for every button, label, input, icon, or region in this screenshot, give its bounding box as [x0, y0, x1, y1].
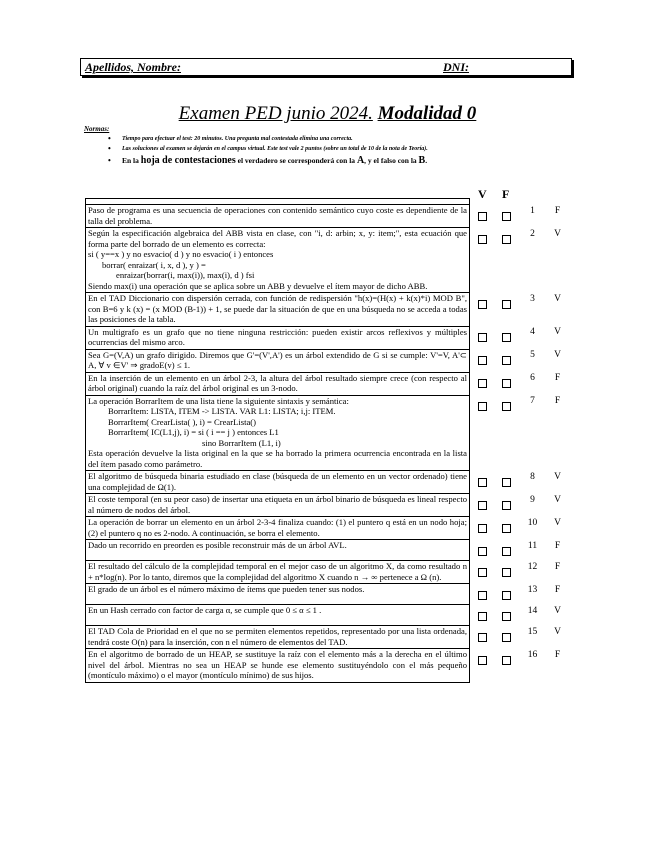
false-checkbox[interactable]	[502, 568, 511, 577]
question-row	[86, 517, 569, 540]
dni-label: DNI:	[443, 60, 469, 74]
false-checkbox[interactable]	[502, 300, 511, 309]
rule-item-answer-sheet	[108, 154, 568, 168]
false-checkbox[interactable]	[502, 478, 511, 487]
question-row	[86, 471, 569, 494]
question-row	[86, 395, 569, 471]
question-text: En el algoritmo de borrado de un HEAP, se sustituye la raíz con el elemento más a la derecha en el último nivel del árbol. Mientras no sea un HEAP se hunde ese elemento sustituyéndolo con el más pequeño (montículo máximo) o el mayor (montículo mínimo) de sus hijos.	[86, 649, 470, 683]
rule-mid: el verdadero se corresponderá con la	[235, 156, 357, 165]
true-checkbox[interactable]	[478, 379, 487, 388]
true-checkbox[interactable]	[478, 612, 487, 621]
question-text: En el TAD Diccionario con dispersión cerrada, con función de redispersión "h(x)=(H(x) + k(x)*i) MOD B", con B=6 y k (x) = (x MOD (B-1)) + 1, se puede dar la situación de que en una búsqueda no se acceda a todas las posiciones de la tabla.	[86, 293, 470, 327]
question-text: La operación de borrar un elemento en un árbol 2-3-4 finaliza cuando: (1) el puntero q está en un nodo hoja; (2) el puntero q no es 2-nodo. A continuación, se borra el elemento.	[86, 517, 470, 540]
false-checkbox[interactable]	[502, 633, 511, 642]
true-checkbox[interactable]	[478, 656, 487, 665]
exam-title-main: Examen PED junio 2024.	[178, 103, 373, 124]
answer-key: F	[554, 561, 561, 572]
question-text: Dado un recorrido en preorden es posible reconstruir más de un árbol AVL.	[86, 540, 470, 561]
answer-key: V	[554, 626, 561, 637]
true-checkbox[interactable]	[478, 333, 487, 342]
question-number: 14	[527, 605, 538, 616]
answer-key: V	[554, 494, 561, 505]
question-text: La operación BorrarItem de una lista tiene la siguiente sintaxis y semántica: BorrarItem: LISTA, ITEM -> LISTA. VAR L1: LISTA; i,j: ITEM. BorrarItem( CrearLista( ), i) = CrearLista() BorrarItem( IC(L1,j), i) = si ( i == j ) entonces L1 sino BorrarItem (L1, i) Esta operación devuelve la lista original en la que se ha borrado la primera ocurrencia encontrada en la lista del ítem pasado como parámetro.	[86, 395, 470, 471]
answer-key: F	[554, 396, 561, 406]
false-checkbox[interactable]	[502, 612, 511, 621]
question-row	[86, 494, 569, 517]
question-text: Según la especificación algebraica del ABB vista en clase, con "i, d: arbin; x, y: item;", esta ecuación que forma parte del borrado de un elemento es correcta: si ( y==x ) y no esvacio( d ) y no esvacio( i ) entonces borrar( enraizar( i, x, d ), y ) = enraizar(borrar(i, max(i)), max(i), d ) fsi Siendo max(i) una operación que se aplica sobre un ABB y devuelve el ítem mayor de dicho ABB.	[86, 228, 470, 293]
question-row	[86, 561, 569, 584]
student-info-box	[80, 58, 572, 76]
question-row	[86, 205, 569, 228]
true-checkbox[interactable]	[478, 547, 487, 556]
true-checkbox[interactable]	[478, 478, 487, 487]
question-text: El grado de un árbol es el número máximo de ítems que pueden tener sus nodos.	[86, 584, 470, 605]
questions-table	[85, 198, 569, 683]
true-checkbox[interactable]	[478, 235, 487, 244]
true-checkbox[interactable]	[478, 300, 487, 309]
answer-key: V	[554, 517, 561, 528]
false-checkbox[interactable]	[502, 501, 511, 510]
question-text: En la inserción de un elemento en un árbol 2-3, la altura del árbol resultado siempre crece (con respecto al árbol original) cuando la raíz del árbol original es un 3-nodo.	[86, 372, 470, 395]
question-text: Sea G=(V,A) un grafo dirigido. Diremos que G'=(V',A') es un árbol extendido de G si se cumple: V'=V, A'⊂ A, ∀ v ∈V' ⇒ gradoE(v) ≤ 1.	[86, 349, 470, 372]
question-text: Un multigrafo es un grafo que no tiene ninguna restricción: pueden existir arcos reflexivos y múltiples ocurrencias del mismo arco.	[86, 326, 470, 349]
true-checkbox[interactable]	[478, 402, 487, 411]
question-row	[86, 326, 569, 349]
question-number: 13	[527, 584, 538, 595]
question-number: 2	[530, 228, 535, 239]
question-text: Paso de programa es una secuencia de operaciones con contenido semántico cuyo coste es dependiente de la talla del problema.	[86, 205, 470, 228]
question-row	[86, 372, 569, 395]
answer-key: V	[554, 605, 561, 616]
answer-key: V	[554, 350, 561, 360]
question-number: 1	[530, 205, 535, 216]
answer-key: F	[554, 373, 561, 383]
question-row	[86, 584, 569, 605]
question-number: 11	[527, 540, 538, 551]
question-number: 4	[530, 327, 535, 337]
answer-key: V	[554, 293, 561, 304]
question-number: 5	[530, 350, 535, 360]
exam-title	[0, 103, 655, 125]
question-row	[86, 540, 569, 561]
question-row	[86, 605, 569, 626]
column-header-f: F	[502, 187, 510, 201]
rule-pre: En la	[122, 156, 141, 165]
question-number: 8	[530, 471, 535, 482]
question-number: 10	[527, 517, 538, 528]
column-header-v: V	[478, 187, 487, 201]
true-checkbox[interactable]	[478, 212, 487, 221]
rules-label: Normas:	[84, 125, 110, 133]
question-text: El TAD Cola de Prioridad en el que no se permiten elementos repetidos, representado por una lista ordenada, tendrá coste O(n) para la inserción, con n el número de elementos del TAD.	[86, 626, 470, 649]
rule-item: • Tiempo para efectuar el test: 20 minutos. Una pregunta mal contestada elimina una correcta.	[108, 134, 568, 144]
question-text: El resultado del cálculo de la complejidad temporal en el mejor caso de un algoritmo X, da como resultado n + n*log(n). Por lo tanto, diremos que la complejidad del algoritmo X cuando n → ∞ pertenece a Ω (n).	[86, 561, 470, 584]
false-checkbox[interactable]	[502, 333, 511, 342]
question-text: En un Hash cerrado con factor de carga α, se cumple que 0 ≤ α ≤ 1 .	[86, 605, 470, 626]
false-checkbox[interactable]	[502, 356, 511, 365]
rule-a: A	[356, 155, 365, 166]
rule-item: • Las soluciones al examen se dejarán en el campus virtual. Este test vale 2 puntos (sobre un total de 10 de la nota de Teoría).	[108, 144, 568, 154]
question-number: 12	[527, 561, 538, 572]
false-checkbox[interactable]	[502, 402, 511, 411]
question-number: 3	[530, 293, 535, 304]
rules-list	[108, 134, 568, 168]
false-checkbox[interactable]	[502, 212, 511, 221]
false-checkbox[interactable]	[502, 235, 511, 244]
rule-b: B	[418, 155, 426, 166]
answer-key: V	[554, 327, 561, 337]
answer-key: V	[554, 471, 561, 482]
question-row	[86, 649, 569, 683]
question-row	[86, 228, 569, 293]
answer-key: F	[554, 584, 561, 595]
answer-key: F	[554, 540, 561, 551]
true-checkbox[interactable]	[478, 633, 487, 642]
false-checkbox[interactable]	[502, 656, 511, 665]
rule-end: .	[425, 156, 428, 165]
true-checkbox[interactable]	[478, 568, 487, 577]
question-number: 16	[527, 649, 538, 660]
true-checkbox[interactable]	[478, 356, 487, 365]
exam-modality: Modalidad 0	[377, 103, 477, 124]
question-row	[86, 626, 569, 649]
question-number: 6	[530, 373, 535, 383]
question-text: El algoritmo de búsqueda binaria estudiado en clase (búsqueda de un elemento en un vector ordenado) tiene una complejidad de Ω(1).	[86, 471, 470, 494]
answer-key: F	[554, 649, 561, 660]
false-checkbox[interactable]	[502, 379, 511, 388]
true-checkbox[interactable]	[478, 501, 487, 510]
question-number: 9	[530, 494, 535, 505]
false-checkbox[interactable]	[502, 591, 511, 600]
answer-key: V	[554, 228, 561, 239]
question-number: 15	[527, 626, 538, 637]
question-number: 7	[530, 396, 535, 406]
rule-bold: hoja de contestaciones	[140, 155, 236, 166]
true-checkbox[interactable]	[478, 524, 487, 533]
question-row	[86, 293, 569, 327]
name-label: Apellidos, Nombre:	[85, 60, 181, 74]
false-checkbox[interactable]	[502, 524, 511, 533]
question-text: El coste temporal (en su peor caso) de insertar una etiqueta en un árbol binario de búsqueda es lineal respecto al número de nodos del árbol.	[86, 494, 470, 517]
true-checkbox[interactable]	[478, 591, 487, 600]
answer-key: F	[554, 205, 561, 216]
question-row	[86, 349, 569, 372]
false-checkbox[interactable]	[502, 547, 511, 556]
rule-mid2: , y el falso con la	[364, 156, 419, 165]
